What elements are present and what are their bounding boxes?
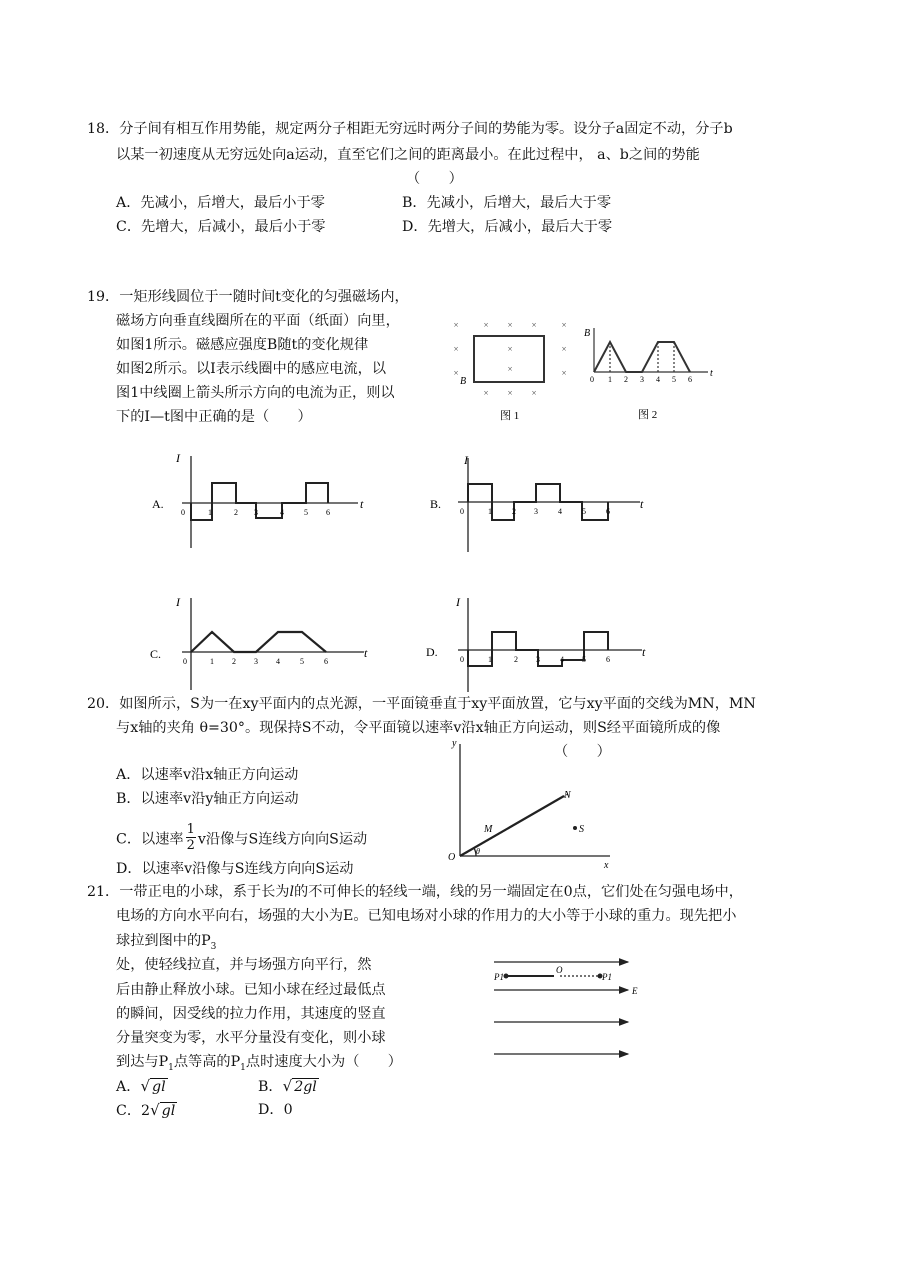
q18-option-c: C．先增大，后减小，最后小于零 <box>116 219 326 235</box>
q21-option-c-label: C．2 <box>116 1103 151 1119</box>
svg-text:×: × <box>561 368 567 378</box>
q19-graph-a <box>146 448 376 553</box>
graph-c-tick: 5 <box>300 657 304 666</box>
q20-option-b: B．以速率v沿y轴正方向运动 <box>116 791 299 807</box>
svg-text:×: × <box>507 364 513 374</box>
q20-fig-n: N <box>564 790 571 801</box>
q21-fig-p1-right: P1 <box>602 972 612 982</box>
fig2-tick: 4 <box>656 375 660 384</box>
graph-a-tick: 2 <box>234 508 238 517</box>
fig2-caption: 图 2 <box>638 409 658 421</box>
graph-a-axis-y: I <box>176 451 180 465</box>
q20-option-c-post: v沿像与S连线方向向S运动 <box>197 831 368 848</box>
q21-fig-e: E <box>632 986 638 996</box>
q20-option-c <box>116 824 367 855</box>
q19-line4: 如图2所示。以I表示线圈中的感应电流，以 <box>116 361 387 377</box>
q21-option-b-expr: 2gl <box>294 1079 317 1095</box>
fraction-numerator: 1 <box>186 822 195 837</box>
sqrt-sign: √ <box>282 1077 293 1095</box>
graph-a-tick: 5 <box>304 508 308 517</box>
q18-option-a: A．先减小，后增大，最后小于零 <box>116 195 325 211</box>
q18-answer-paren: （ ） <box>406 171 463 187</box>
fig2-tick: 1 <box>608 375 612 384</box>
q21-line8-mid: 点等高的P <box>173 1054 241 1070</box>
graph-b-tick: 5 <box>582 507 586 516</box>
q21-line8-pre: 到达与P <box>116 1054 169 1070</box>
q21-line8-post: 点时速度大小为（ ） <box>245 1054 402 1070</box>
q21-option-b <box>258 1079 319 1094</box>
graph-d-tick: 4 <box>560 655 564 664</box>
q20-fig-s: S <box>579 824 584 835</box>
svg-text:×: × <box>483 320 489 330</box>
q19-line3: 如图1所示。磁感应强度B随t的变化规律 <box>116 337 369 353</box>
graph-a-tick: 6 <box>326 508 330 517</box>
q19-graph-c <box>146 592 376 692</box>
sqrt-sign: √ <box>150 1101 160 1119</box>
q21-figure <box>492 958 642 1063</box>
fig2-tick: 0 <box>590 375 594 384</box>
q21-line1 <box>87 885 743 899</box>
svg-text:×: × <box>507 344 513 354</box>
graph-d-tick: 1 <box>488 655 492 664</box>
fraction-denominator: 2 <box>186 838 195 853</box>
svg-text:×: × <box>507 320 513 330</box>
graph-c-tick: 1 <box>210 657 214 666</box>
q21-option-a <box>116 1079 168 1094</box>
q19-line2: 磁场方向垂直线圈所在的平面（纸面）向里， <box>116 313 400 329</box>
q21-line8-sub2: 1 <box>240 1062 246 1073</box>
fig2-tick: 3 <box>640 375 644 384</box>
svg-text:×: × <box>531 388 537 398</box>
fig1-caption: 图 1 <box>500 410 520 422</box>
q20-fig-theta: θ <box>476 847 480 856</box>
fig1-label-b: B <box>460 376 467 387</box>
q21-line2: 电场的方向水平向右，场强的大小为E。已知电场对小球的作用力的大小等于小球的重力。现先把小 <box>116 908 737 924</box>
q19-line1: 19．一矩形线圆位于一随时间t变化的匀强磁场内， <box>87 289 409 305</box>
q21-line7: 分量突变为零，水平分量没有变化，则小球 <box>116 1030 386 1046</box>
graph-d-tick: 3 <box>536 655 540 664</box>
fig2-axis-x: t <box>710 368 713 379</box>
graph-c-tick: 6 <box>324 657 328 666</box>
q19-figure1 <box>448 316 578 426</box>
graph-a-tick: 1 <box>208 508 212 517</box>
graph-d-tick: 6 <box>606 655 610 664</box>
graph-b-axis-x: t <box>640 497 644 511</box>
graph-d-axis-y: I <box>456 595 460 609</box>
graph-b-axis-y: I <box>464 453 468 467</box>
q21-option-a-label: A． <box>116 1079 141 1095</box>
q20-option-c-pre: C．以速率 <box>116 831 184 848</box>
q20-option-a: A．以速率v沿x轴正方向运动 <box>116 767 299 783</box>
q20-fig-axis-x: x <box>604 860 609 871</box>
q20-option-d: D．以速率v沿像与S连线方向向S运动 <box>116 861 354 877</box>
sqrt-sign: √ <box>140 1077 150 1095</box>
q21-line3 <box>116 934 216 952</box>
q21-line8 <box>116 1055 402 1073</box>
graph-b-tick: 0 <box>460 507 464 516</box>
svg-text:×: × <box>453 344 459 354</box>
q19-line6: 下的I—t图中正确的是（ ） <box>116 409 312 425</box>
svg-text:×: × <box>561 344 567 354</box>
q19-graph-b <box>428 452 658 557</box>
graph-b-tick: 4 <box>558 507 562 516</box>
q18-option-d: D．先增大，后减小，最后大于零 <box>402 219 613 235</box>
q20-line2: 与x轴的夹角 θ=30°。现保持S不动，令平面镜以速率v沿x轴正方向运动，则S经平面镜所成的像 <box>116 720 721 736</box>
graph-d-axis-x: t <box>642 645 646 659</box>
q20-fig-axis-y: y <box>452 738 457 749</box>
fig2-tick: 6 <box>688 375 692 384</box>
q21-line8-sub1: 1 <box>168 1062 174 1073</box>
q21-option-c-expr: gl <box>161 1103 176 1119</box>
q21-line3-sub: 3 <box>210 941 217 952</box>
q20-answer-paren: （ ） <box>554 744 611 760</box>
q18-option-b: B．先减小，后增大，最后大于零 <box>402 195 612 211</box>
q21-fig-p1-left: P1 <box>494 972 504 982</box>
svg-text:×: × <box>453 320 459 330</box>
graph-c-tick: 4 <box>276 657 280 666</box>
q21-line5: 后由静止释放小球。已知小球在经过最低点 <box>116 982 386 998</box>
q21-option-d: D．0 <box>258 1102 293 1118</box>
q20-fig-origin: O <box>448 852 456 863</box>
graph-a-tick: 0 <box>181 508 185 517</box>
q20-line1: 20．如图所示，S为一在xy平面内的点光源，一平面镜垂直于xy平面放置，它与xy平面的交线为MN，MN <box>87 696 756 712</box>
fraction <box>186 822 196 853</box>
graph-a-axis-x: t <box>360 497 364 511</box>
graph-d-tick: 0 <box>460 655 464 664</box>
graph-c-tick: 2 <box>232 657 236 666</box>
graph-b-tick: 6 <box>606 507 610 516</box>
graph-a-label: A. <box>152 497 164 511</box>
q21-option-c <box>116 1103 177 1118</box>
q21-line4: 处，使轻线拉直，并与场强方向平行，然 <box>116 957 372 973</box>
q20-fig-m: M <box>484 824 493 835</box>
graph-b-tick: 2 <box>512 507 516 516</box>
q18-line1: 18．分子间有相互作用势能，规定两分子相距无穷远时两分子间的势能为零。设分子a固定不动，分子b <box>87 121 733 137</box>
svg-text:×: × <box>531 320 537 330</box>
graph-b-label: B. <box>430 497 442 511</box>
graph-b-tick: 1 <box>488 507 492 516</box>
svg-text:×: × <box>483 388 489 398</box>
graph-c-axis-y: I <box>176 595 180 609</box>
q21-line1-l: l <box>289 884 295 900</box>
graph-d-label: D. <box>426 645 438 659</box>
graph-c-tick: 3 <box>254 657 258 666</box>
graph-b-tick: 3 <box>534 507 538 516</box>
graph-a-tick: 4 <box>280 508 284 517</box>
graph-c-axis-x: t <box>364 646 368 660</box>
fig2-tick: 2 <box>624 375 628 384</box>
q19-line5: 图1中线圈上箭头所示方向的电流为正，则以 <box>116 385 395 401</box>
q21-option-a-expr: gl <box>152 1079 166 1095</box>
fig2-axis-y: B <box>584 328 591 339</box>
graph-d-tick: 2 <box>514 655 518 664</box>
q18-line2: 以某一初速度从无穷远处向a运动，直至它们之间的距离最小。在此过程中， a、b之间的势能 <box>116 147 700 163</box>
q21-option-b-label: B． <box>258 1079 283 1095</box>
graph-c-label: C. <box>150 647 162 661</box>
svg-text:×: × <box>453 368 459 378</box>
q21-fig-o: O <box>556 965 563 975</box>
svg-text:×: × <box>561 320 567 330</box>
graph-a-tick: 3 <box>254 508 258 517</box>
q19-graph-d <box>424 594 654 694</box>
q19-figure2 <box>580 322 715 422</box>
graph-d-tick: 5 <box>582 655 586 664</box>
q21-line1-rest: 的不可伸长的轻线一端，线的另一端固定在0点，它们处在匀强电场中， <box>294 884 743 900</box>
fig2-tick: 5 <box>672 375 676 384</box>
graph-c-tick: 0 <box>183 657 187 666</box>
q20-figure <box>446 736 616 871</box>
q21-line1-pre: 21．一带正电的小球，系于长为 <box>87 884 290 900</box>
q21-line6: 的瞬间，因受线的拉力作用，其速度的竖直 <box>116 1006 386 1022</box>
svg-text:×: × <box>507 388 513 398</box>
q21-line3-pre: 球拉到图中的P <box>116 933 211 949</box>
